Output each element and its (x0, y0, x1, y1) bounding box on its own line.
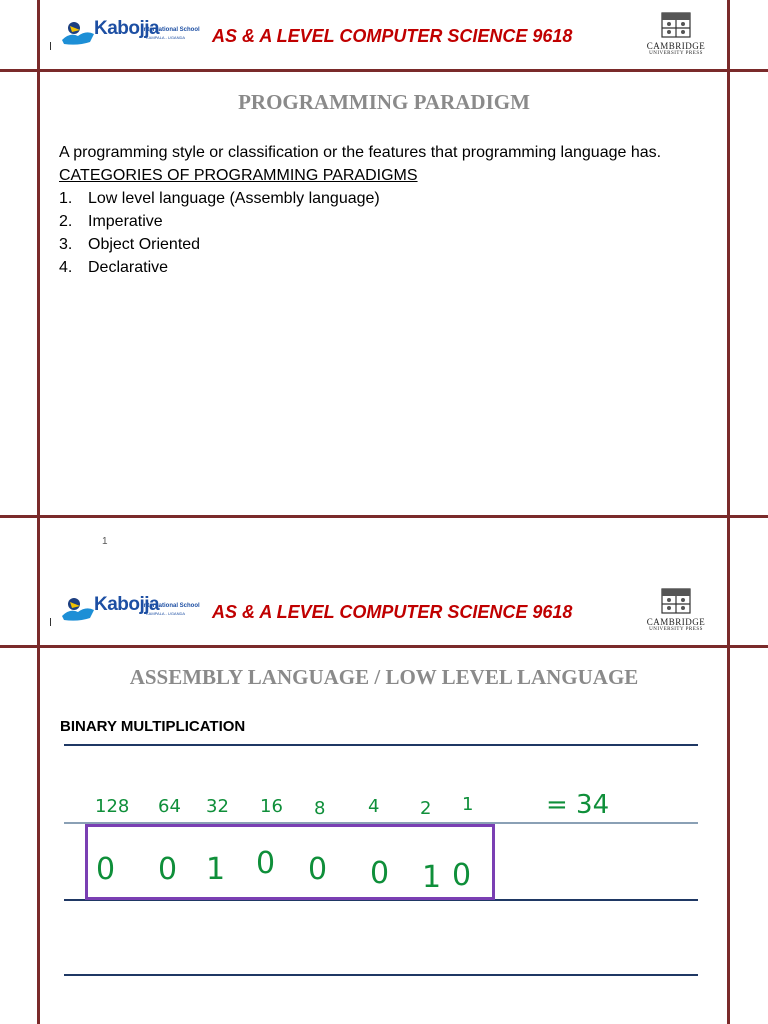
page-1-content (59, 141, 699, 279)
list-item: 3. Object Oriented (59, 236, 201, 253)
ruled-line (64, 974, 698, 976)
list-item: 1. Low level language (Assembly language) (59, 190, 380, 207)
cambridge-crest-icon (661, 588, 691, 616)
school-location: KAMPALA - UGANDA (146, 611, 186, 616)
press-name: CAMBRIDGE (646, 617, 706, 627)
binary-digit: 0 (96, 852, 116, 887)
left-page-border (37, 0, 40, 1024)
school-name: Kabojja (94, 18, 160, 39)
school-name: Kabojja (94, 594, 160, 615)
binary-digit: 1 (206, 852, 226, 887)
place-value: 2 (420, 798, 432, 819)
ruled-line (64, 744, 698, 746)
categories-list (59, 187, 699, 279)
school-logo (60, 14, 200, 54)
logo-bird-icon (60, 20, 96, 46)
cambridge-press-logo (640, 588, 712, 632)
header-divider-1 (0, 69, 768, 72)
binary-digit: 0 (256, 846, 276, 881)
page-title: ASSEMBLY LANGUAGE / LOW LEVEL LANGUAGE (129, 665, 639, 689)
page-1-header (0, 0, 768, 68)
school-subtitle: International School (142, 27, 200, 33)
page-title: PROGRAMMING PARADIGM (238, 90, 530, 114)
place-value: 64 (158, 796, 181, 817)
binary-digit: 0 (452, 858, 472, 893)
press-name: CAMBRIDGE (646, 41, 706, 51)
binary-digit: 0 (158, 852, 178, 887)
place-value: 8 (314, 798, 326, 819)
school-logo (60, 590, 200, 630)
page-number: 1 (102, 536, 108, 547)
place-value: 16 (260, 796, 283, 817)
place-value: 4 (368, 796, 380, 817)
course-title: AS & A LEVEL COMPUTER SCIENCE 9618 (212, 26, 573, 46)
school-subtitle: International School (142, 603, 200, 609)
cambridge-crest-icon (661, 12, 691, 40)
page-2-header (0, 576, 768, 644)
list-item: 2. Imperative (59, 213, 163, 230)
place-value: 32 (206, 796, 229, 817)
list-item: 4. Declarative (59, 259, 169, 276)
place-value: 128 (95, 796, 130, 817)
right-page-border (727, 0, 730, 1024)
categories-heading: CATEGORIES OF PROGRAMMING PARADIGMS (59, 167, 418, 184)
binary-digit: 1 (422, 860, 442, 895)
definition-text: A programming style or classification or the features that programming language has. (59, 144, 662, 161)
press-subname: UNIVERSITY PRESS (649, 627, 703, 632)
header-tick (50, 618, 51, 626)
header-tick (50, 42, 51, 50)
course-title: AS & A LEVEL COMPUTER SCIENCE 9618 (212, 602, 573, 622)
place-value: 1 (462, 794, 474, 815)
binary-digit: 0 (370, 856, 390, 891)
decimal-result: = 34 (546, 790, 610, 820)
binary-digit: 0 (308, 852, 328, 887)
section-subheading: BINARY MULTIPLICATION (60, 718, 246, 735)
page-break-line (0, 515, 768, 518)
press-subname: UNIVERSITY PRESS (649, 51, 703, 56)
header-divider-2 (0, 645, 768, 648)
logo-bird-icon (60, 596, 96, 622)
school-location: KAMPALA - UGANDA (146, 35, 186, 40)
cambridge-press-logo (640, 12, 712, 56)
